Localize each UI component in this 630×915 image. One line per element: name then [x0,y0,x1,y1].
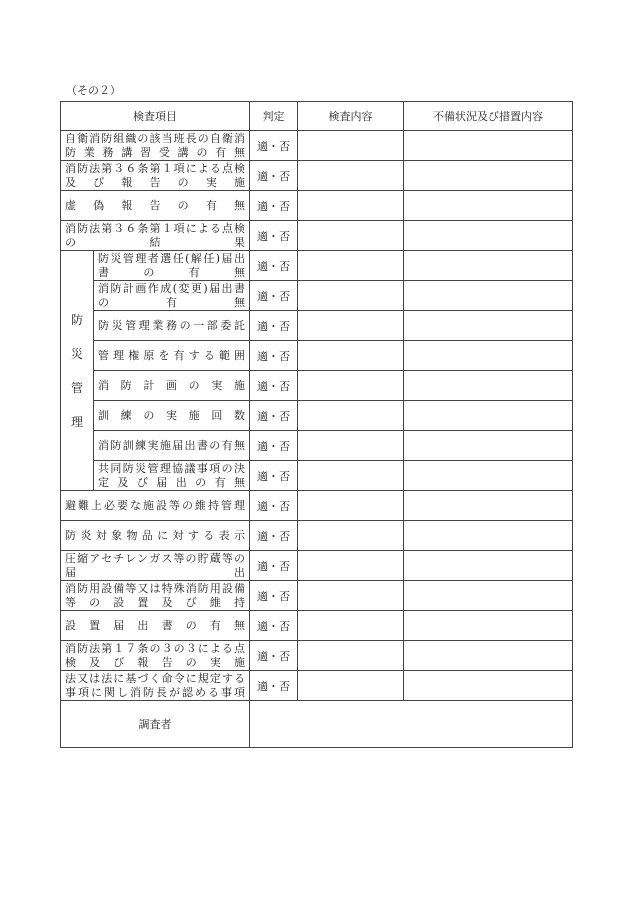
table-row [61,281,573,311]
inspection-item-line: 等の設置及び維持 [65,595,245,609]
inspection-item-line: 定及び届出の有無 [98,475,245,489]
content-cell[interactable] [298,131,404,161]
inspection-item-line: 検及び報告の実施 [65,655,245,669]
content-cell[interactable] [298,191,404,221]
content-cell[interactable] [298,251,404,281]
surveyor-label: 調査者 [61,701,250,748]
content-cell[interactable] [298,491,404,521]
deficiency-cell[interactable] [404,581,573,611]
inspection-item-line: 届出 [65,565,245,579]
inspection-item-line: の有無 [98,295,245,309]
inspection-item [61,191,250,221]
judgment-cell[interactable]: 適・否 [250,161,298,191]
inspection-item-line: 防災管理業務の一部委託 [98,319,245,332]
inspection-item [94,461,250,491]
inspection-item [61,521,250,551]
inspection-item-line: 防業務講習受講の有無 [65,145,245,159]
group-label-char: 管 [70,380,83,395]
inspection-item [61,491,250,521]
judgment-cell[interactable]: 適・否 [250,131,298,161]
judgment-cell[interactable]: 適・否 [250,281,298,311]
inspection-item [94,251,250,281]
content-cell[interactable] [298,371,404,401]
judgment-cell[interactable]: 適・否 [250,371,298,401]
judgment-cell[interactable]: 適・否 [250,551,298,581]
inspection-item-line: 消防計画作成(変更)届出書 [98,281,245,295]
inspection-table [60,101,573,748]
inspection-item [94,371,250,401]
table-row [61,491,573,521]
content-cell[interactable] [298,461,404,491]
inspection-item [61,671,250,701]
header-content: 検査内容 [298,102,404,131]
inspection-item-line: 消防法第３６条第１項による点検 [65,161,245,175]
judgment-cell[interactable]: 適・否 [250,521,298,551]
content-cell[interactable] [298,221,404,251]
table-row [61,161,573,191]
judgment-cell[interactable]: 適・否 [250,221,298,251]
deficiency-cell[interactable] [404,671,573,701]
table-row [61,431,573,461]
surveyor-row [61,701,573,748]
deficiency-cell[interactable] [404,641,573,671]
judgment-cell[interactable]: 適・否 [250,491,298,521]
inspection-item [61,551,250,581]
content-cell[interactable] [298,281,404,311]
table-row [61,551,573,581]
content-cell[interactable] [298,671,404,701]
inspection-item-line: 事項に関し消防長が認める事項 [65,685,245,699]
inspection-item [61,161,250,191]
inspection-item-line: 消防訓練実施届出書の有無 [98,439,245,452]
inspection-item-line: 防災管理者選任(解任)届出 [98,251,245,265]
group-label-disaster-management [61,251,94,491]
header-row [61,102,573,131]
inspection-item-line: 管理権原を有する範囲 [98,349,245,362]
deficiency-cell[interactable] [404,161,573,191]
judgment-cell[interactable]: 適・否 [250,611,298,641]
deficiency-cell[interactable] [404,131,573,161]
content-cell[interactable] [298,551,404,581]
inspection-item-line: 防炎対象物品に対する表示 [65,529,245,542]
inspection-item-line: の結果 [65,235,245,249]
deficiency-cell[interactable] [404,281,573,311]
table-row [61,221,573,251]
deficiency-cell[interactable] [404,341,573,371]
inspection-item-line: 自衛消防組織の該当班長の自衛消 [65,131,245,145]
judgment-cell[interactable]: 適・否 [250,401,298,431]
group-label-char: 理 [70,414,83,429]
deficiency-cell[interactable] [404,221,573,251]
table-row [61,521,573,551]
table-row [61,191,573,221]
deficiency-cell[interactable] [404,461,573,491]
table-row [61,371,573,401]
inspection-item [61,581,250,611]
judgment-cell[interactable]: 適・否 [250,251,298,281]
judgment-cell[interactable]: 適・否 [250,341,298,371]
deficiency-cell[interactable] [404,371,573,401]
inspection-item-line: 法又は法に基づく命令に規定する [65,671,245,685]
inspection-item [61,131,250,161]
inspection-item-line: 設置届出書の有無 [65,619,245,632]
table-row [61,131,573,161]
surveyor-field[interactable] [250,701,573,748]
table-row [61,401,573,431]
inspection-item [61,611,250,641]
deficiency-cell[interactable] [404,191,573,221]
content-cell[interactable] [298,641,404,671]
inspection-item-line: 圧縮アセチレンガス等の貯蔵等の [65,551,245,565]
judgment-cell[interactable]: 適・否 [250,431,298,461]
inspection-item [94,401,250,431]
judgment-cell[interactable]: 適・否 [250,461,298,491]
table-row [61,581,573,611]
inspection-item [61,641,250,671]
header-deficiency: 不備状況及び措置内容 [404,102,573,131]
inspection-item-line: 及び報告の実施 [65,175,245,189]
page-caption: （その２） [66,84,121,97]
inspection-item-line: 虚偽報告の有無 [65,199,245,212]
content-cell[interactable] [298,611,404,641]
inspection-item [61,221,250,251]
content-cell[interactable] [298,521,404,551]
content-cell[interactable] [298,341,404,371]
deficiency-cell[interactable] [404,431,573,461]
header-item: 検査項目 [61,102,250,131]
inspection-item-line: 書の有無 [98,265,245,279]
table-row [61,641,573,671]
table-row [61,251,573,281]
judgment-cell[interactable]: 適・否 [250,641,298,671]
content-cell[interactable] [298,311,404,341]
group-label-char: 災 [70,346,83,361]
inspection-item-line: 消防計画の実施 [98,379,245,392]
inspection-item-line: 避難上必要な施設等の維持管理 [65,499,245,512]
inspection-item-line: 訓練の実施回数 [98,409,245,422]
table-row [61,611,573,641]
inspection-item [94,431,250,461]
inspection-item-line: 消防法第３６条第１項による点検 [65,221,245,235]
deficiency-cell[interactable] [404,551,573,581]
deficiency-cell[interactable] [404,611,573,641]
table-row [61,461,573,491]
content-cell[interactable] [298,401,404,431]
inspection-item-line: 共同防災管理協議事項の決 [98,461,245,475]
content-cell[interactable] [298,161,404,191]
judgment-cell[interactable]: 適・否 [250,671,298,701]
inspection-item-line: 消防用設備等又は特殊消防用設備 [65,581,245,595]
header-judgment: 判定 [250,102,298,131]
table-row [61,671,573,701]
content-cell[interactable] [298,581,404,611]
inspection-item [94,341,250,371]
table-row [61,341,573,371]
deficiency-cell[interactable] [404,491,573,521]
judgment-cell[interactable]: 適・否 [250,311,298,341]
judgment-cell[interactable]: 適・否 [250,191,298,221]
deficiency-cell[interactable] [404,401,573,431]
deficiency-cell[interactable] [404,521,573,551]
inspection-item [94,281,250,311]
judgment-cell[interactable]: 適・否 [250,581,298,611]
inspection-item-line: 消防法第１７条の３の３による点 [65,641,245,655]
deficiency-cell[interactable] [404,251,573,281]
deficiency-cell[interactable] [404,311,573,341]
group-label-char: 防 [70,312,83,327]
table-row [61,311,573,341]
content-cell[interactable] [298,431,404,461]
inspection-item [94,311,250,341]
